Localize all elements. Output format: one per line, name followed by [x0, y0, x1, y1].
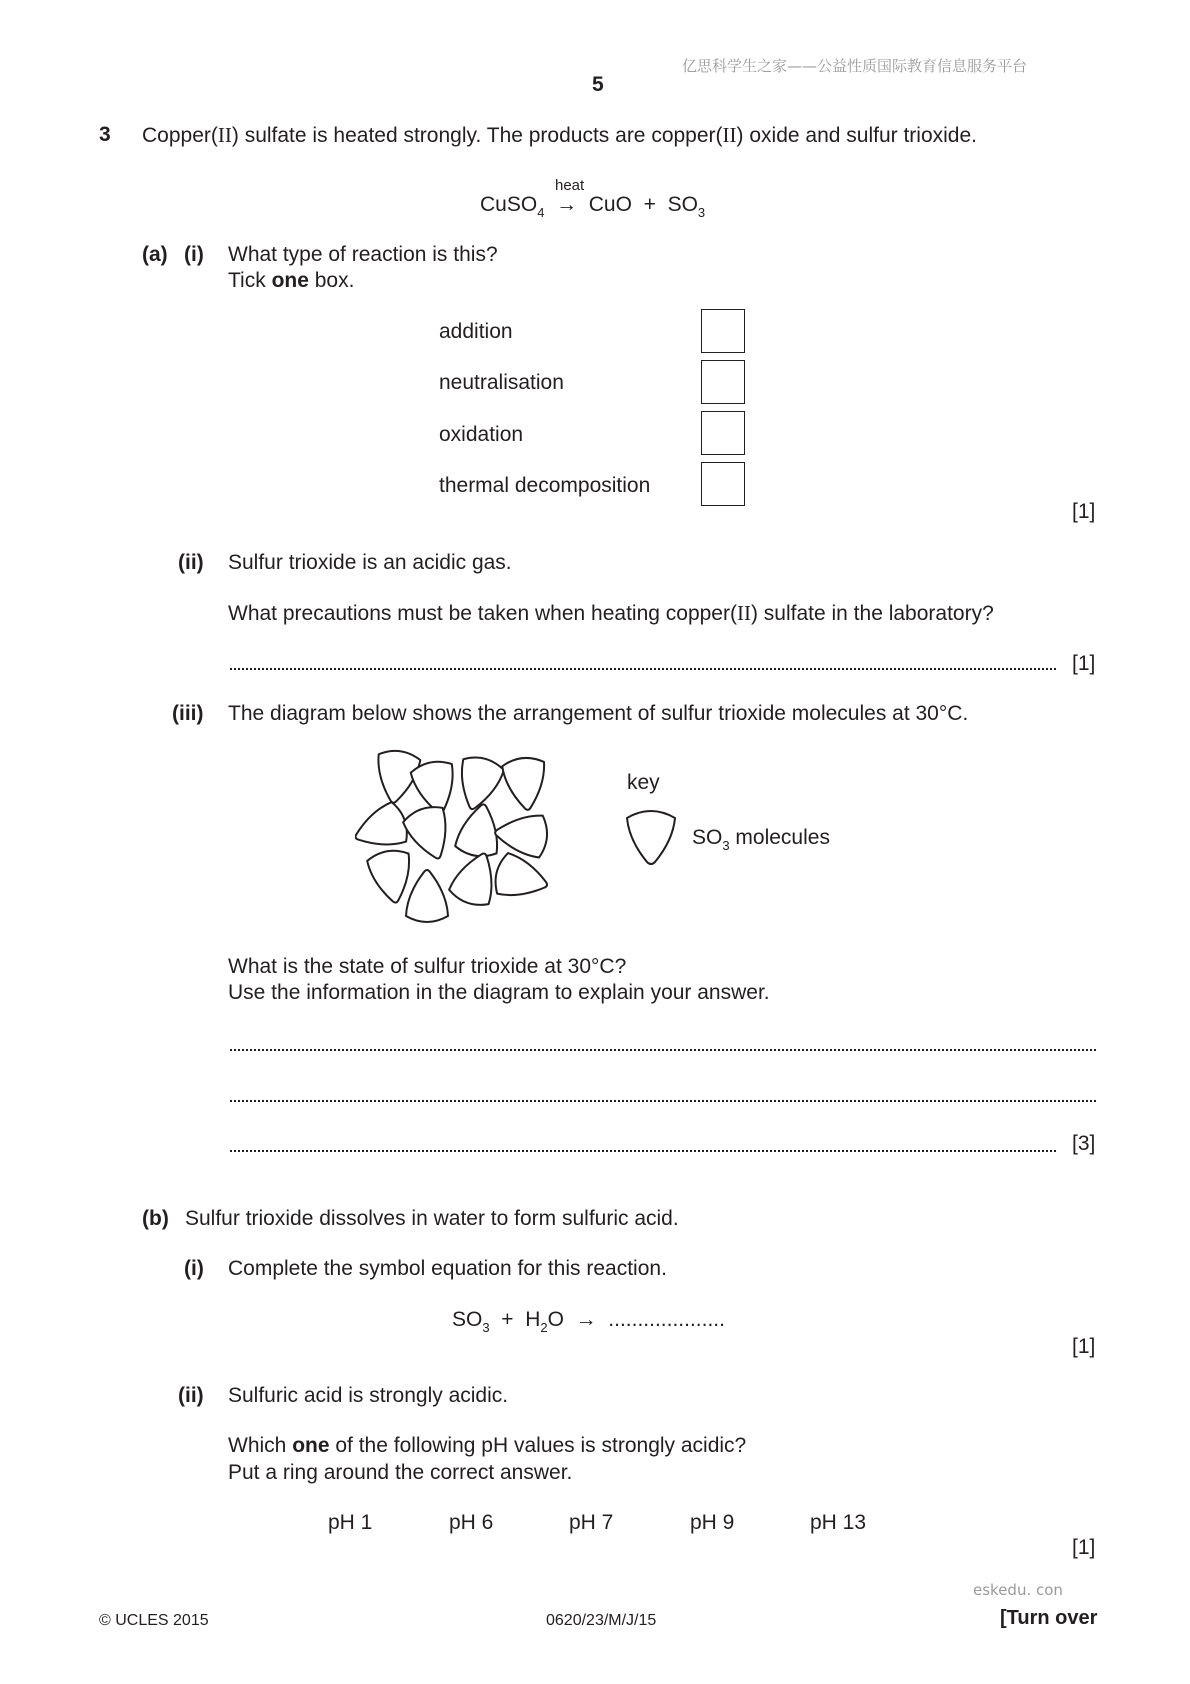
answer-line-a-ii[interactable]: [230, 668, 1056, 670]
option-thermal-decomposition-label: thermal decomposition: [439, 474, 651, 497]
marks-a-i: [1]: [1072, 500, 1096, 523]
part-a-label: (a): [142, 243, 168, 266]
molecule-shape: [502, 756, 549, 812]
part-b-label: (b): [142, 1207, 169, 1230]
part-a-i-instruction: Tick one box.: [228, 269, 355, 292]
marks-b-i: [1]: [1072, 1335, 1096, 1358]
option-neutralisation-label: neutralisation: [439, 371, 564, 394]
option-oxidation-tickbox[interactable]: [701, 411, 745, 455]
answer-line-a-iii-1[interactable]: [230, 1049, 1096, 1051]
footer-turn-over: [Turn over: [1000, 1607, 1098, 1629]
molecule-shape: [355, 800, 412, 857]
part-b-ii-instruction: Put a ring around the correct answer.: [228, 1461, 573, 1484]
footer-copyright: © UCLES 2015: [99, 1612, 209, 1629]
question-number: 3: [99, 123, 111, 146]
footer-paper-code: 0620/23/M/J/15: [546, 1612, 657, 1629]
part-a-iii-statement: The diagram below shows the arrangement of sulfur trioxide molecules at 30°C.: [228, 702, 969, 725]
question-intro: Copper(II) sulfate is heated strongly. The products are copper(II) oxide and sulfur trioxide.: [142, 123, 977, 147]
part-a-ii-label: (ii): [178, 551, 204, 574]
part-a-iii-question: What is the state of sulfur trioxide at 30°C?: [228, 955, 627, 978]
part-a-iii-label: (iii): [172, 702, 204, 725]
equation-answer-blank[interactable]: ....................: [608, 1308, 725, 1331]
option-thermal-decomposition-tickbox[interactable]: [701, 462, 745, 506]
ph-option-7[interactable]: pH 7: [569, 1511, 614, 1534]
ph-option-1[interactable]: pH 1: [328, 1511, 373, 1534]
part-b-ii-label: (ii): [178, 1384, 204, 1407]
part-a-ii-question: What precautions must be taken when heating copper(II) sulfate in the laboratory?: [228, 601, 994, 625]
key-so3-molecules-label: $SO_3$ molecules: [692, 826, 830, 853]
answer-line-a-iii-3[interactable]: [230, 1150, 1056, 1152]
equation-condition-heat: heat: [555, 177, 585, 194]
option-addition-label: addition: [439, 320, 513, 343]
part-a-i-question: What type of reaction is this?: [228, 243, 498, 266]
option-oxidation-label: oxidation: [439, 423, 524, 446]
answer-line-a-iii-2[interactable]: [230, 1100, 1096, 1102]
molecule-shape: [493, 812, 548, 858]
part-a-ii-statement: Sulfur trioxide is an acidic gas.: [228, 551, 512, 574]
so3-molecule-arrangement-diagram: [355, 740, 565, 930]
part-a-iii-instruction: Use the information in the diagram to explain your answer.: [228, 981, 770, 1004]
part-b-i-label: (i): [184, 1257, 204, 1280]
part-a-i-label: (i): [184, 243, 204, 266]
ph-option-9[interactable]: pH 9: [690, 1511, 735, 1534]
molecule-shape: [491, 852, 552, 906]
page-number: 5: [592, 73, 604, 96]
part-b-ii-statement: Sulfuric acid is strongly acidic.: [228, 1384, 509, 1407]
watermark-footer: eskedu. con: [973, 1581, 1063, 1599]
part-b-intro: Sulfur trioxide dissolves in water to form sulfuric acid.: [185, 1207, 679, 1230]
diagram-key-title: key: [627, 771, 660, 794]
ph-option-6[interactable]: pH 6: [449, 1511, 494, 1534]
symbol-equation-b-i: $SO_3 + H_2O$ → ....................: [452, 1308, 725, 1335]
marks-a-iii: [3]: [1072, 1132, 1096, 1155]
molecule-shape: [451, 753, 505, 814]
word-equation-decomposition: CuSO$_4$ → CuO + $SO_3$: [480, 193, 706, 220]
option-neutralisation-tickbox[interactable]: [701, 360, 745, 404]
marks-b-ii: [1]: [1072, 1536, 1096, 1559]
watermark-header: 亿思科学生之家——公益性质国际教育信息服务平台: [682, 57, 1028, 75]
part-b-ii-question: Which one of the following pH values is strongly acidic?: [228, 1434, 747, 1457]
key-molecule-icon: [623, 808, 679, 868]
molecule-shape: [406, 870, 448, 922]
part-b-i-question: Complete the symbol equation for this reaction.: [228, 1257, 667, 1280]
option-addition-tickbox[interactable]: [701, 309, 745, 353]
ph-option-13[interactable]: pH 13: [810, 1511, 867, 1534]
marks-a-ii: [1]: [1072, 652, 1096, 675]
